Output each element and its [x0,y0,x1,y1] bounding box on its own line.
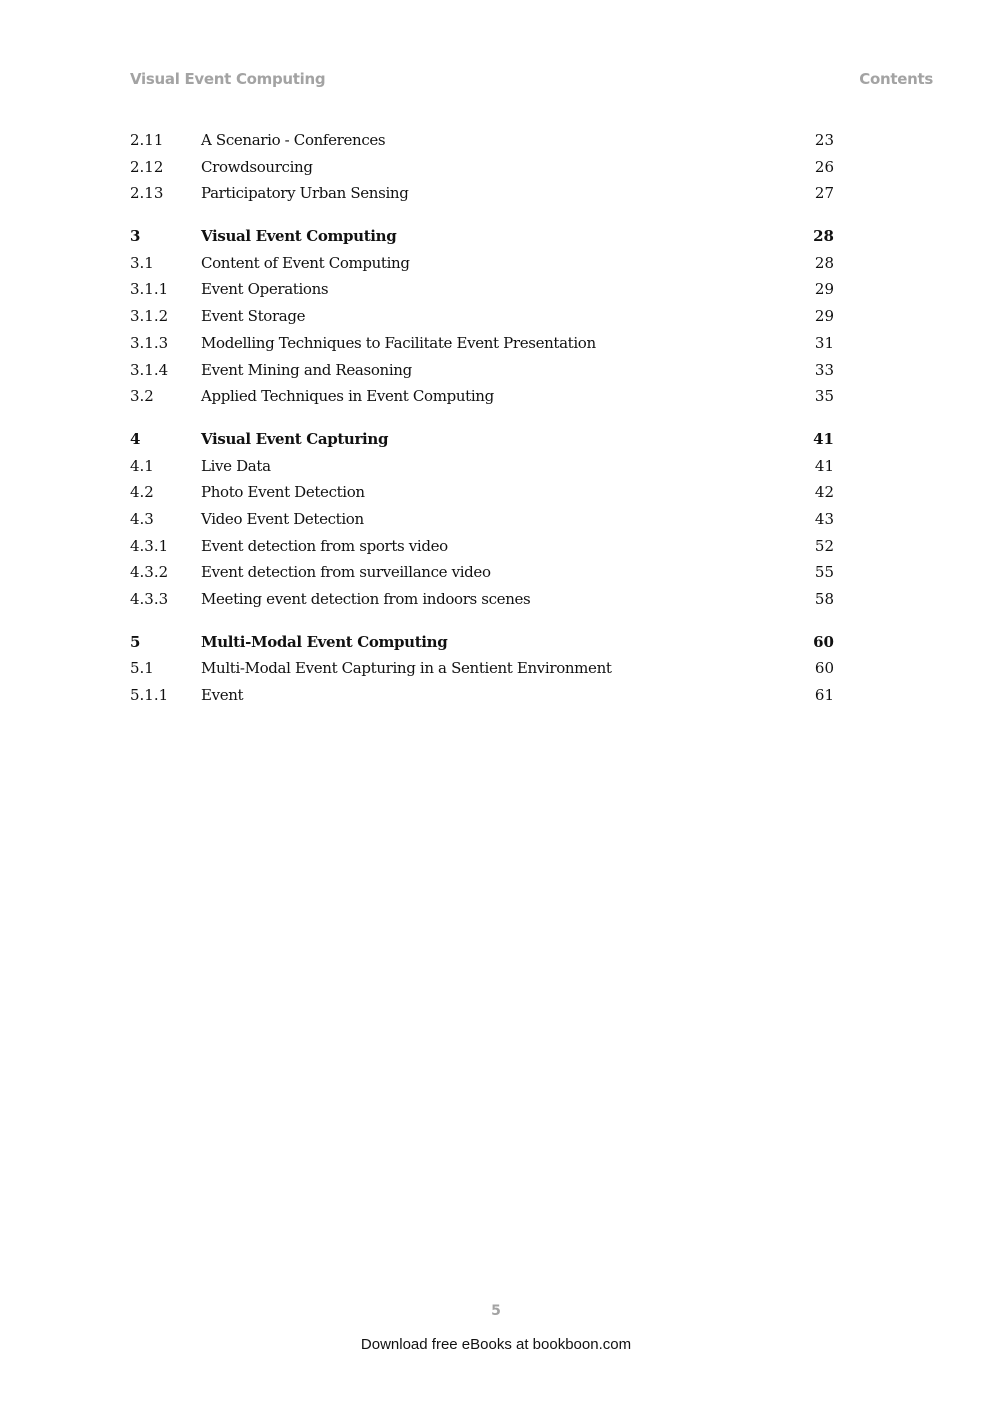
toc-entry-number: 4 [130,429,141,448]
toc-entry-page: 23 [814,131,834,149]
toc-entry-title: Multi-Modal Event Computing [201,632,448,651]
toc-entry-page: 33 [814,360,834,379]
toc-entry-title: Modelling Techniques to Facilitate Event Presentation [201,333,596,352]
toc-entry-title: Event detection from sports video [201,536,448,555]
toc-entry-page: 29 [814,280,834,299]
toc-chapter-row [130,223,834,250]
toc-entry-title: Applied Techniques in Event Computing [201,387,494,406]
toc-row [130,533,834,560]
section-title: Contents [859,70,933,88]
toc-row [130,276,834,303]
toc-row [130,559,834,586]
toc-entry-title: Participatory Urban Sensing [201,184,409,203]
toc-entry-title: Multi-Modal Event Capturing in a Sentient Environment [201,659,612,678]
toc-entry-number: 5.1 [130,659,154,678]
toc-row [130,357,834,384]
toc-row [130,682,834,709]
toc-entry-title: Live Data [201,456,271,475]
toc-entry-page: 28 [813,227,834,246]
toc-entry-page: 31 [814,333,834,352]
toc-entry-page: 60 [814,659,834,678]
toc-entry-title: Photo Event Detection [201,483,365,502]
toc-entry-title: Event Mining and Reasoning [201,360,412,379]
toc-entry-number: 3.1.3 [130,333,169,352]
toc-row [130,303,834,330]
toc-entry-number: 4.3 [130,509,154,528]
toc-entry-title: Content of Event Computing [201,253,410,272]
toc-row [130,453,834,480]
toc-entry-page: 60 [813,632,834,651]
toc-entry-page: 61 [814,686,834,705]
toc-entry-page: 41 [813,429,834,448]
page-number: 5 [491,1303,501,1319]
toc-entry-title: Visual Event Capturing [201,429,389,448]
toc-row [130,479,834,506]
toc-entry-title: Meeting event detection from indoors scenes [201,590,531,608]
toc-entry-number: 2.13 [130,184,164,203]
table-of-contents [130,127,834,709]
toc-entry-number: 2.11 [130,131,164,149]
toc-row [130,383,834,410]
toc-entry-number: 3 [130,227,141,246]
toc-entry-page: 41 [814,456,834,475]
toc-entry-number: 3.1.4 [130,360,169,379]
toc-row [130,655,834,682]
running-header [130,70,933,90]
toc-entry-number: 5 [130,632,141,651]
toc-entry-number: 2.12 [130,157,164,176]
toc-row [130,127,834,154]
toc-row [130,250,834,277]
toc-row [130,586,834,613]
toc-entry-page: 58 [814,590,834,608]
download-footer: Download free eBooks at bookboon.com [360,1336,632,1353]
toc-entry-page: 52 [814,536,834,555]
toc-entry-title: Crowdsourcing [201,157,313,176]
toc-entry-number: 4.3.3 [130,590,169,608]
toc-entry-page: 43 [814,509,834,528]
toc-entry-page: 35 [814,387,834,406]
toc-entry-title: Event detection from surveillance video [201,563,491,582]
toc-entry-number: 3.2 [130,387,154,406]
toc-chapter-row [130,426,834,453]
toc-row [130,154,834,181]
toc-entry-number: 4.2 [130,483,154,502]
toc-entry-page: 55 [814,563,834,582]
toc-entry-title: Video Event Detection [201,509,364,528]
toc-entry-title: Event Storage [201,307,306,326]
toc-entry-number: 4.1 [130,456,154,475]
toc-entry-title: A Scenario - Conferences [201,131,386,149]
toc-row [130,506,834,533]
toc-entry-page: 27 [814,184,834,203]
toc-entry-title: Event Operations [201,280,329,299]
toc-entry-title: Event [201,686,244,705]
toc-entry-title: Visual Event Computing [201,227,397,246]
toc-entry-number: 4.3.2 [130,563,169,582]
toc-entry-page: 28 [814,253,834,272]
toc-entry-number: 3.1.1 [130,280,169,299]
toc-entry-number: 3.1 [130,253,154,272]
toc-entry-number: 3.1.2 [130,307,169,326]
toc-entry-number: 4.3.1 [130,536,169,555]
toc-entry-page: 26 [814,157,834,176]
toc-entry-page: 42 [814,483,834,502]
book-title: Visual Event Computing [130,70,326,88]
toc-entry-number: 5.1.1 [130,686,169,705]
toc-row [130,330,834,357]
toc-entry-page: 29 [814,307,834,326]
toc-row [130,180,834,207]
toc-chapter-row [130,629,834,656]
